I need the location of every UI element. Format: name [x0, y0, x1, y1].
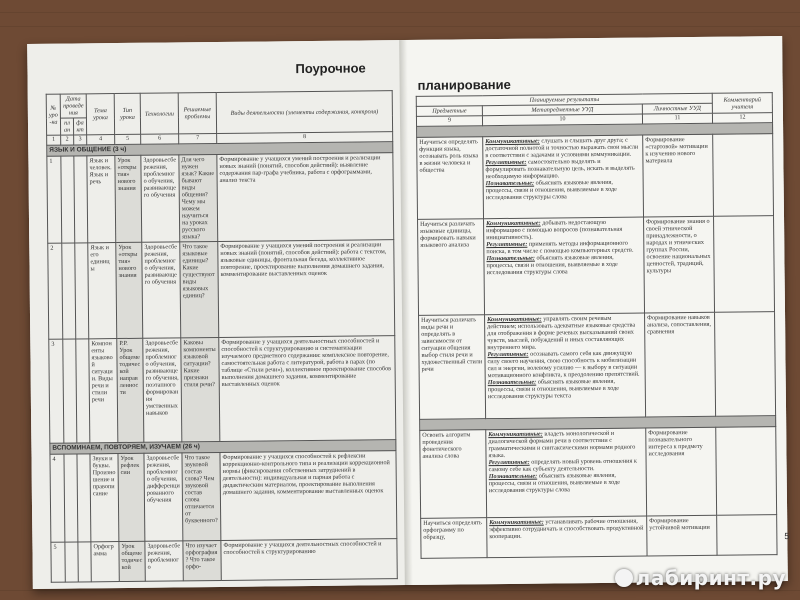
activity: Формирование у учащихся деятельностных способностей и способностей к структурированию и систематизации изучаемого предметного содержания: комплексное повторение, самостоятельная работа с литературой, работа в парах (по таблице «Стили речи»), коллективное проектирование способов выполнения домашнего задания, комментирование выставленных оценок — [219, 336, 396, 442]
lesson-topic: Язык и его единицы — [88, 243, 117, 339]
problem: Что изучает орфография? Что такое орфо- — [183, 540, 221, 580]
problem: Что такое языковые единицы? Какие существуют виды языковых единиц? — [180, 241, 219, 337]
technologies: Здоровьесбережения, проблемного — [145, 541, 183, 581]
col-number: 1 — [47, 135, 61, 145]
section-heading: ЯЗЫК И ОБЩЕНИЕ (3 ч) — [47, 142, 393, 157]
header-date-fact: факт — [73, 118, 86, 135]
problem: Каковы компоненты языковой ситуации? Какие признаки стиля речи? — [181, 337, 220, 441]
meta-result: Коммуникативные: устанавливать рабочие отношения, эффективно сотрудничать и способствовать продуктивной кооперации. — [487, 516, 647, 558]
personal-result: Формирование знания о своей этнической принадлежности, о народах и этнических группах России, освоение национальных ценностей, традиций, культуры — [644, 216, 715, 313]
meta-result: Коммуникативные: владеть монологической и диалогической формами речи в соответствии с грамматическими и синтаксическими нормами родного языка. Регулятивные: определять новый уровень отношения к самому себе как субъекту деятельности. Познавательные: объяснять языковые явления, процессы, связи и отношения, выявляемые в ходе исследования структуры слова — [486, 428, 647, 518]
table-row — [421, 515, 777, 559]
col-number: 3 — [74, 135, 87, 145]
col-number: 10 — [482, 114, 642, 126]
header-subject: Предметные — [416, 106, 482, 117]
lesson-type: Урок «открытия» нового знания — [115, 155, 142, 242]
lesson-plan-table-right — [416, 92, 778, 559]
table-row — [50, 451, 397, 543]
problem: Для чего нужен язык? Какие бывают виды общения? Чему мы можем научиться на уроках русского языка? — [179, 154, 218, 241]
table-row — [418, 216, 775, 316]
technologies: Здоровьесбережения, проблемного обучения, развивающего обучения, поэтапного формирования умственных навыков — [143, 338, 182, 442]
subject-result: Научиться различать виды речи и определять в зависимости от ситуации общения выбор стиля речи и художественный стили речи — [419, 315, 486, 420]
header-problems: Решаемые проблемы — [178, 92, 216, 133]
activity: Формирование у учащихся умений построения и реализации новых знаний (понятий, способов действий): выявление содержания пар-графа учебника, работа с орфограммами, анализ текста — [217, 153, 394, 242]
subject-result: Научиться определять орфограмму по образцу, — [421, 518, 487, 559]
date-plan-cell — [63, 339, 77, 443]
teacher-comment-cell — [713, 134, 774, 217]
lesson-type: Урок общеметодической — [119, 541, 145, 581]
header-lesson-type: Тип урока — [114, 93, 140, 134]
lesson-number: 4 — [50, 454, 65, 542]
col-number: 5 — [115, 134, 141, 144]
lesson-topic: Звуки и буквы. Произношение и правописание — [90, 454, 119, 542]
col-number: 11 — [642, 113, 712, 124]
teacher-comment-cell — [717, 515, 777, 556]
header-activity: Виды деятельности (элементы содержания, контроля) — [216, 91, 392, 134]
lesson-number: 5 — [51, 542, 65, 582]
section-heading: ВСПОМИНАЕМ, ПОВТОРЯЕМ, ИЗУЧАЕМ (26 ч) — [50, 440, 396, 455]
right-page — [407, 36, 788, 585]
table-row — [51, 539, 397, 583]
lesson-topic: Компоненты языковой ситуации. Виды речи и стили речи — [89, 339, 118, 443]
header-lesson-number: № уро-ка — [46, 94, 60, 135]
teacher-comment-cell — [715, 312, 776, 417]
header-lesson-topic: Тема урока — [86, 94, 114, 135]
technologies: Здоровьесбережения, проблемного обучения, дифференцированного обучения — [144, 453, 183, 541]
lesson-type: Урок «открытия» нового знания — [116, 242, 143, 338]
col-number: 2 — [61, 135, 74, 145]
personal-result: Формирование устойчивой мотивации — [647, 515, 717, 556]
technologies: Здоровьесбережения, проблемного обучения, развивающего обучения — [142, 242, 181, 338]
date-plan-cell — [64, 454, 78, 542]
header-planned-results: Планируемые результаты — [416, 93, 712, 106]
left-page-title: Поурочное — [295, 60, 366, 77]
table-row — [420, 427, 777, 519]
activity: Формирование у учащихся умений построения и реализации новых знаний (понятий, способов действий): работа с текстом, языковые единицы, фронтальная беседа, коллективное повторение, проектирование выполнения домашнего задания, комментирование выставленных оценок — [218, 240, 395, 338]
col-number: 6 — [141, 134, 179, 144]
meta-result: Коммуникативные: управлять своим речевым действием; использовать адекватные языковые средства для отображения в форме речевых высказываний своих чувств, мыслей, побуждений и иных составляющих внутреннего мира. Регулятивные: осознавать самого себя как движущую силу своего научения, свою способность к мобилизации сил и энергии, волевому усилию — к выбору в ситуации мотивационного конфликта, к преодолению препятствий. Познавательные: объяснять языковые явления, процессы, связи и отношения, выявляемые в ходе исследования структуры текста — [485, 313, 646, 419]
lesson-number: 1 — [47, 156, 62, 243]
date-plan-cell — [62, 243, 76, 339]
teacher-comment-cell — [716, 427, 777, 516]
open-workbook — [27, 36, 788, 589]
right-page-title: планирование — [417, 76, 511, 93]
subject-result: Освоить алгоритм проведения фонетического анализа слова — [420, 430, 487, 519]
labirint-logo-icon — [615, 569, 633, 587]
teacher-comment-cell — [714, 216, 775, 313]
page-number: 5 — [784, 531, 790, 542]
subject-result: Научиться различать языковые единицы, формировать навыки языкового анализа — [418, 219, 485, 316]
table-row — [49, 336, 396, 444]
col-number: 4 — [87, 135, 115, 145]
date-fact-cell — [78, 542, 91, 582]
date-fact-cell — [74, 156, 88, 243]
personal-result: Формирование навыков анализа, сопоставления, сравнения — [645, 312, 716, 417]
lesson-plan-table-left — [46, 90, 398, 583]
watermark: лабиринт.ру — [615, 566, 786, 590]
meta-result: Коммуникативные: добывать недостающую информацию с помощью вопросов (познавательная инициативность). Регулятивные: применять методы информационного поиска, в том числе с помощью компьютерных средств. Познавательные: объяснять языковые явления, процессы, связи и отношения, выявляемые в ходе исследования структуры слова — [484, 217, 645, 315]
header-meta: Метапредметные УУД — [482, 104, 642, 116]
activity: Формирование у учащихся способностей к рефлексии коррекционно-контрольного типа и реализации коррекционной нормы (фиксирования собственных затруднений в деятельности): индивидуальная и парная работа с дидактическим материалом, проектирование выполнения домашнего задания, комментирование выставленных оценок — [220, 451, 397, 541]
lesson-number: 2 — [48, 243, 63, 339]
header-personal: Личностные УУД — [642, 103, 712, 114]
activity: Формирование у учащихся деятельностных способностей и способностей к структурированию — [221, 539, 397, 581]
lesson-topic: Язык и человек. Язык и речь — [87, 156, 116, 243]
date-fact-cell — [76, 339, 90, 443]
date-plan-cell — [61, 156, 75, 243]
lesson-number: 3 — [49, 339, 64, 443]
meta-result: Коммуникативные: слушать и слышать друг друга; с достаточной полнотой и точностью выражать свои мысли в соответствии с задачами и условиями коммуникации. Регулятивные: самостоятельно выделять и формулировать познавательную цель, искать и выделять необходимую информацию. Познавательные: объяснять языковые явления, процессы, связи и отношения, выявляемые в ходе исследования структуры слова — [483, 135, 644, 219]
lesson-topic: Орфограмма — [91, 542, 119, 582]
lesson-type: Р.Р. Урок общеметодической направленности — [117, 338, 144, 442]
technologies: Здоровьесбережения, проблемного обучения, развивающего обучения — [141, 155, 180, 242]
col-number: 9 — [416, 116, 482, 127]
table-row — [417, 134, 774, 220]
col-number: 8 — [217, 132, 393, 144]
table-row — [419, 312, 776, 420]
header-date: Дата проведения — [60, 94, 86, 118]
lesson-type: Урок рефлексии — [118, 453, 145, 541]
table-row — [47, 153, 394, 244]
date-fact-cell — [75, 243, 89, 339]
personal-result: Формирование познавательного интереса к предмету исследования — [646, 427, 717, 516]
date-plan-cell — [65, 542, 78, 582]
header-date-plan: план — [60, 118, 73, 135]
header-technologies: Технологии — [140, 93, 178, 134]
problem: Что такое звуковой состав слова? Чем звуковой состав слова отличается от буквенного? — [182, 452, 221, 540]
subject-result: Научиться определять функции языка, осознавать роль языка в жизни человека и общества — [417, 137, 484, 220]
date-fact-cell — [77, 454, 91, 542]
personal-result: Формирование «стартовой» мотивации к изучению нового материала — [643, 134, 714, 217]
col-number: 12 — [712, 113, 772, 124]
header-teacher-comment: Комментарий учителя — [712, 93, 772, 114]
left-page — [27, 40, 405, 589]
col-number: 7 — [179, 133, 217, 143]
table-row — [48, 240, 395, 340]
